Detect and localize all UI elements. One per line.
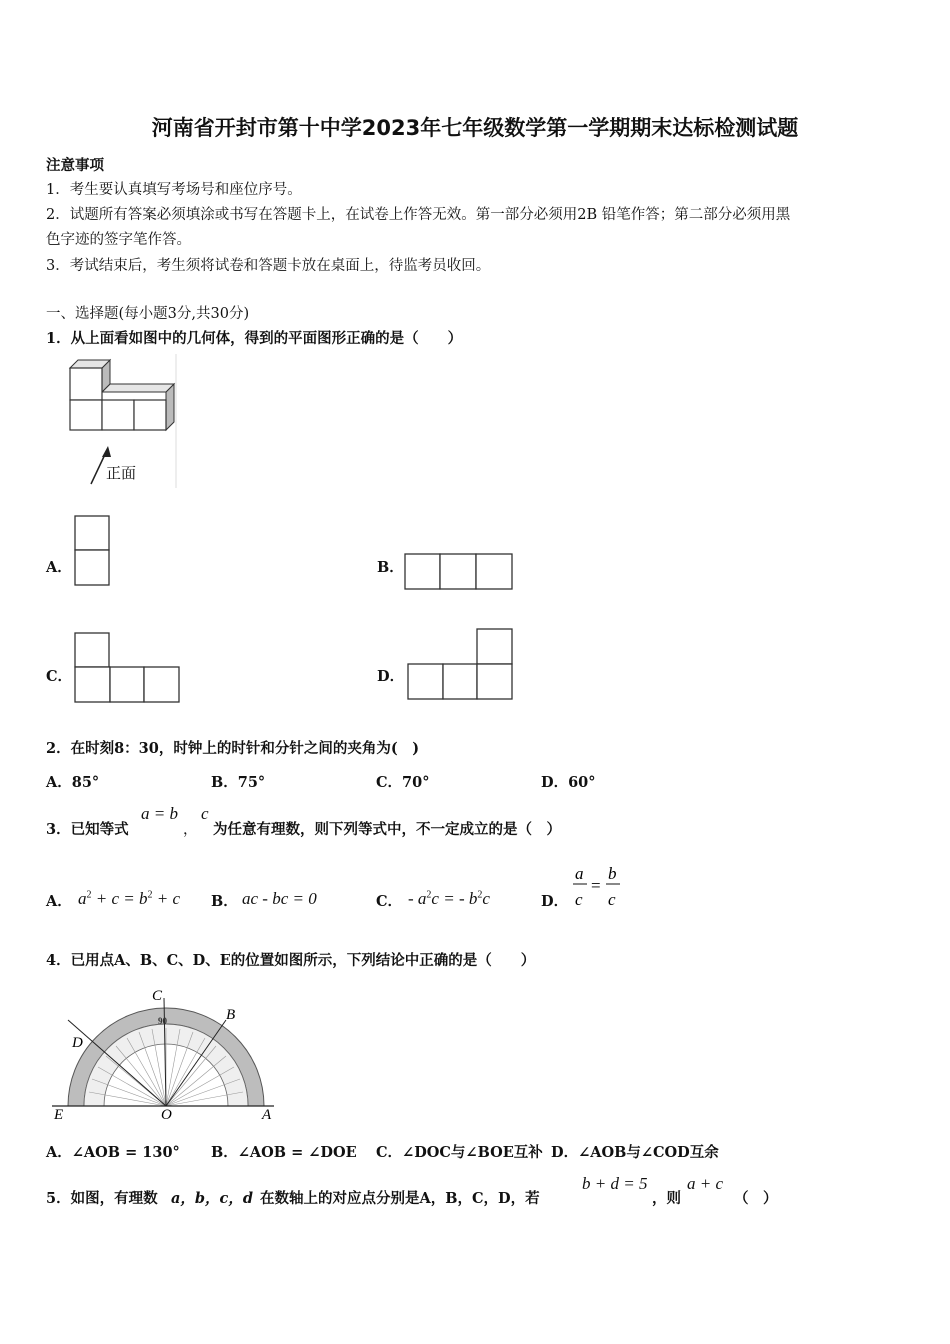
point-a-label: A: [262, 1107, 272, 1123]
q4-option-b[interactable]: B．∠AOB = ∠DOE: [211, 1144, 357, 1161]
point-d-label: D: [72, 1035, 83, 1051]
q4-protractor-figure: [48, 980, 298, 1125]
page-title: 河南省开封市第十中学2023年七年级数学第一学期期末达标检测试题: [151, 116, 799, 140]
notice-item: 1．考生要认真填写考场号和座位序号。: [46, 182, 302, 198]
point-e-label: E: [54, 1107, 64, 1123]
q2-option-b[interactable]: B．75°: [211, 774, 266, 791]
point-o-label: O: [161, 1107, 172, 1123]
q3-option-b[interactable]: ac - bc = 0: [242, 889, 317, 908]
section-heading: 一、选择题(每小题3分,共30分): [46, 306, 250, 322]
svg-text:b: b: [608, 864, 617, 883]
q5-answer-blank: （ ）: [734, 1190, 778, 1207]
q3-equation: a = b: [141, 804, 178, 823]
svg-text:=: =: [591, 876, 601, 895]
svg-text:c: c: [575, 890, 583, 909]
svg-text:a: a: [575, 864, 584, 883]
q1-option-a-figure[interactable]: [74, 515, 112, 587]
q3-comma: ，: [183, 822, 198, 838]
q2-option-a[interactable]: A．85°: [46, 774, 100, 791]
q2-option-d[interactable]: D．60°: [541, 774, 596, 791]
q4-option-c[interactable]: C．∠DOC与∠BOE互补: [376, 1144, 543, 1161]
q3-stem-end: 为任意有理数，则下列等式中，不一定成立的是（ ）: [213, 821, 561, 838]
q4-option-d[interactable]: D．∠AOB与∠COD互余: [551, 1144, 719, 1161]
q5-expression: a + c: [687, 1174, 724, 1193]
q3-option-a[interactable]: $a^2 + c = b^2 + c$: [78, 889, 181, 908]
point-b-label: B: [226, 1007, 236, 1023]
notice-item: 2．试题所有答案必须填涂或书写在答题卡上，在试卷上作答无效。第一部分必须用2B 铅笔作答；第二部分必须用黑: [46, 207, 791, 223]
q1-option-c-figure[interactable]: [74, 632, 182, 704]
notice-heading: 注意事项: [46, 157, 104, 174]
q1-option-c-label: C．: [46, 668, 73, 685]
q3-stem-start: 3．已知等式: [46, 821, 129, 838]
q4-stem: 4．已用点A、B、C、D、E的位置如图所示，下列结论中正确的是（ ）: [46, 952, 536, 969]
front-label: 正面: [106, 464, 137, 482]
q5-stem-start: 5．如图，有理数: [46, 1190, 158, 1207]
q3-option-b-label: B．: [211, 893, 238, 910]
q1-stem: 1．从上面看如图中的几何体，得到的平面图形正确的是（ ）: [46, 330, 463, 347]
q1-option-a-label: A．: [46, 559, 72, 576]
q4-option-a[interactable]: A．∠AOB = 130°: [46, 1144, 180, 1161]
q3-option-c[interactable]: - $a^2c$ = - $b^2c$: [408, 889, 490, 908]
q3-option-d[interactable]: [570, 862, 622, 910]
q1-option-b-figure[interactable]: [404, 553, 514, 591]
protractor-tick-90: 90: [158, 1016, 167, 1026]
q1-option-d-figure[interactable]: [407, 628, 515, 702]
q5-stem-then: ，则: [652, 1190, 681, 1207]
notice-item: 3．考试结束后，考生须将试卷和答题卡放在桌面上，待监考员收回。: [46, 258, 491, 274]
q3-variable: c: [201, 804, 209, 823]
q5-stem-middle: 在数轴上的对应点分别是A，B，C，D，若: [260, 1190, 540, 1207]
notice-item: 色字迹的签字笔作答。: [46, 232, 191, 248]
point-c-label: C: [152, 988, 163, 1004]
q2-stem: 2．在时刻8：30，时钟上的时针和分针之间的夹角为( ): [46, 740, 420, 757]
q3-option-d-label: D．: [541, 893, 569, 910]
svg-text:c: c: [608, 890, 616, 909]
q3-option-a-label: A．: [46, 893, 72, 910]
q2-option-c[interactable]: C．70°: [376, 774, 430, 791]
q3-option-c-label: C．: [376, 893, 403, 910]
q1-option-d-label: D．: [377, 668, 405, 685]
q5-variables: a，b，c，d: [171, 1190, 254, 1207]
q1-option-b-label: B．: [377, 559, 404, 576]
q5-condition: b + d = 5: [582, 1174, 648, 1193]
